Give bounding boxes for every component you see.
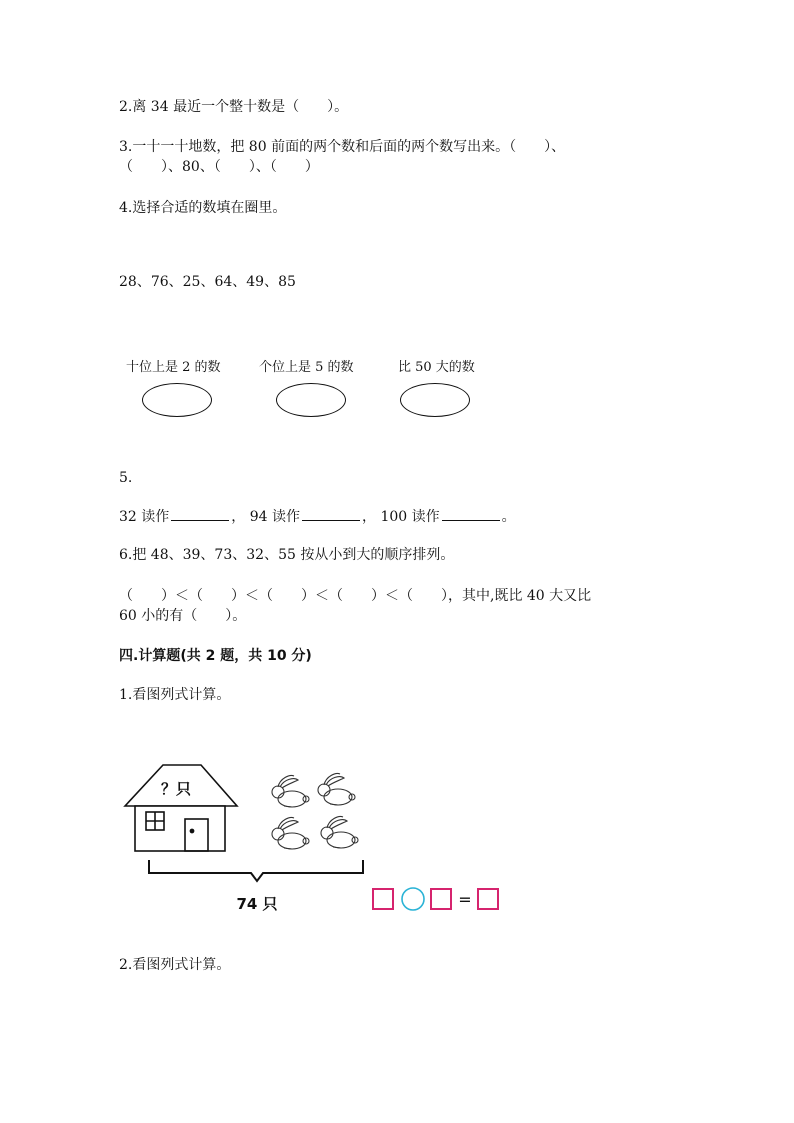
category-label-ones-5: 个位上是 5 的数 xyxy=(259,360,354,375)
answer-oval-2[interactable] xyxy=(276,383,346,417)
section-heading: 四.计算题(共 2 题，共 10 分) xyxy=(119,648,312,664)
answer-box-2 xyxy=(431,889,451,909)
rabbit-icon xyxy=(321,816,358,848)
reading-blank[interactable] xyxy=(302,508,360,521)
house-icon xyxy=(125,765,237,851)
question-5-readings xyxy=(119,508,516,526)
reading-separator: ， xyxy=(361,509,376,525)
question-2: 2.离 34 最近一个整十数是（ ）。 xyxy=(119,99,349,115)
question-6: 6.把 48、39、73、32、55 按从小到大的顺序排列。 xyxy=(119,547,455,563)
brace-icon xyxy=(149,860,363,881)
question-3-line-2: （ ）、80、（ ）、（ ） xyxy=(119,159,319,175)
answer-oval-1[interactable] xyxy=(142,383,212,417)
total-label: 74 只 xyxy=(236,895,278,913)
question-6-line-1: （ ）＜（ ）＜（ ）＜（ ）＜（ ），其中,既比 40 大又比 xyxy=(119,588,592,604)
category-label-tens-2: 十位上是 2 的数 xyxy=(126,360,221,375)
reading-prefix: 100 读作 xyxy=(380,509,440,525)
question-3-line-1: 3.一十一十地数，把 80 前面的两个数和后面的两个数写出来。（ ）、 xyxy=(119,139,566,155)
reading-blank[interactable] xyxy=(442,508,500,521)
reading-prefix: 94 读作 xyxy=(249,509,300,525)
question-6-line-2: 60 小的有（ ）。 xyxy=(119,608,247,624)
answer-box-1 xyxy=(373,889,393,909)
rabbit-icon xyxy=(272,775,309,807)
answer-box-result xyxy=(478,889,498,909)
reading-separator: ， xyxy=(231,509,246,525)
reading-prefix: 32 读作 xyxy=(119,509,170,525)
rabbit-icon xyxy=(272,817,309,849)
answer-oval-3[interactable] xyxy=(400,383,470,417)
rabbit-group xyxy=(272,773,358,849)
equals-sign: = xyxy=(458,890,472,909)
rabbit-icon xyxy=(318,773,355,805)
question-4: 4.选择合适的数填在圈里。 xyxy=(119,200,287,216)
question-5: 5. xyxy=(119,470,133,486)
operator-circle xyxy=(402,888,424,910)
category-label-over-50: 比 50 大的数 xyxy=(398,360,475,375)
calc-question-2: 2.看图列式计算。 xyxy=(119,957,231,973)
picture-problem-figure xyxy=(115,755,515,920)
reading-blank[interactable] xyxy=(171,508,229,521)
number-list: 28、76、25、64、49、85 xyxy=(119,274,296,290)
reading-separator: 。 xyxy=(501,509,516,525)
house-label: ？只 xyxy=(160,780,192,798)
calc-question-1: 1.看图列式计算。 xyxy=(119,687,231,703)
